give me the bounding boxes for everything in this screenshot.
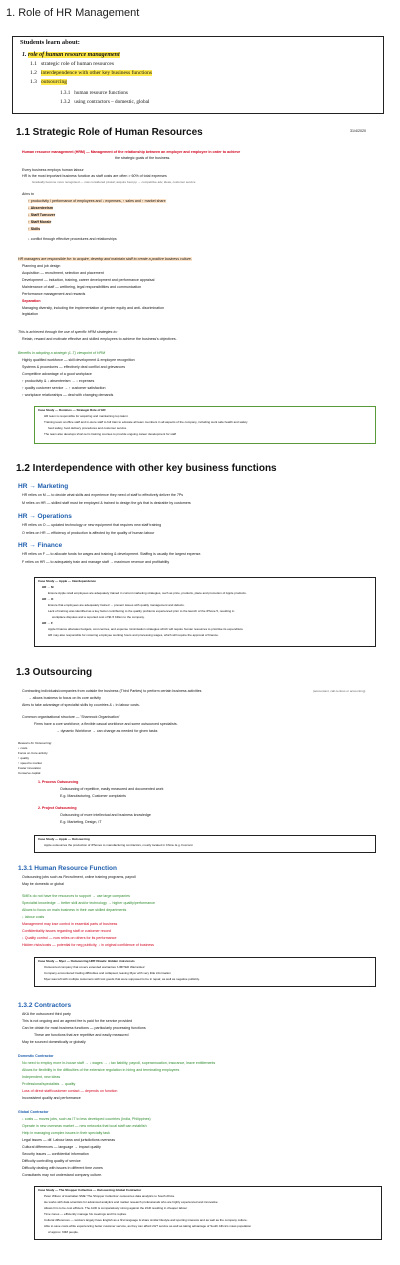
domestic-disadvantage: Loss of direct staff/customer contact — depends on function <box>22 1089 118 1093</box>
section-heading-1-3-1: 1.3.1 Human Resource Function <box>18 865 117 872</box>
sub-bullet: Gradually become more recognised — now considered pivotal; acquire best pp → competitive adv, ideas, customer service <box>32 180 196 184</box>
case-study-line: Lack of training was identified as a key factor contributing to the quality problems experienced prior to the launch of the iPhone 5, resulting in <box>48 609 235 613</box>
reason-item: Conserve capital <box>18 771 41 775</box>
case-study-line: Ensure Apple retail employees are adequately trained in current marketing strategies, such as price, products, place and promotion of Apple products. <box>48 591 247 595</box>
process-line: E.g. Manufacturing, Customer complaints <box>60 794 126 798</box>
contractor-line: AKA the outsourced third party <box>22 1012 71 1016</box>
syllabus-heading: Students learn about: <box>20 39 80 46</box>
aim-turnover: ↓ Staff Turnover <box>28 213 56 217</box>
case-study-line: Apple outsources the production of iPhones to manufacturing contractors, mostly located in China. E.g. Foxconn <box>44 843 193 847</box>
reason-item: ↓ costs <box>18 746 28 750</box>
global-advantage: Help in managing complex issues in their specialty task <box>22 1131 110 1135</box>
global-contractor-heading: Global Contractor <box>18 1110 49 1114</box>
case-study-line: Cultural differences — workers largely have English as a first language & share similar lifestyle and sporting interests and as well as the company culture. <box>44 1218 248 1222</box>
shamrock-sub: Firms have a core workforce, a flexible casual workforce and some outsourced specialists. <box>34 722 178 726</box>
resp-item: Development — induction, training, career development and performance appraisal <box>22 278 155 282</box>
contractor-line: Can be obtain for most business functions — particularly processing functions <box>22 1026 146 1030</box>
global-disadvantage: Consultants may not understand company culture. <box>22 1173 103 1177</box>
case-study-line: Time zones — efficiently manage his meetings and his replies. <box>44 1212 127 1216</box>
benefit-item: Systems & procedures — effectively deal conflict and grievances <box>22 365 126 369</box>
project-outsourcing: 2. Project Outsourcing <box>38 806 77 810</box>
resp-item: Managing diversity, including the implementation of gender equity and anti- discrimination <box>22 306 164 310</box>
resp-item: Separation <box>22 299 41 303</box>
resp-item: Performance management and rewards <box>22 292 86 296</box>
syllabus-item-role: role of human resource management <box>28 52 120 58</box>
syllabus-num: 1.3 <box>30 79 37 85</box>
group-line: F relies on HR — to adequately train and manage staff → maximum revenue and profitability <box>22 560 170 564</box>
hrf-disadvantage: ↓ Quality control — now relies on others for its performance <box>22 936 117 940</box>
aim-item <box>28 200 166 204</box>
syllabus-num: 1.1 <box>30 61 37 67</box>
group-title: HR → Marketing <box>18 483 69 490</box>
bullet: Every business employs human labour <box>22 168 84 172</box>
outsourcing-line: Aims to take advantage of specialist skills by countries & ↓ in labour costs. <box>22 703 140 707</box>
bullet: HR is the most important business function as staff costs are often > 60% of total expenses <box>22 174 167 178</box>
retain-reward: Retain, reward and motivate effective and skilled employees to achieve the business's objectives. <box>22 337 177 341</box>
resp-item: Planning and job design <box>22 264 61 268</box>
date-label: 31/4/2020 <box>350 129 366 133</box>
global-disadvantage: Security issues — confidential information <box>22 1152 89 1156</box>
hrf-advantage: Specialist knowledge → better skill and/or technology → higher quality/performance <box>22 901 156 905</box>
aim-skills: ↑ Skills <box>28 227 41 231</box>
hrf-disadvantage: Confidentiality issues regarding staff or customer record <box>22 929 111 933</box>
benefit-item: Competitive advantage of a good workplace <box>22 372 92 376</box>
shamrock-sub: → dynamic Workforce → can change as needed for given tasks <box>56 729 158 733</box>
reason-item: ↑ quality <box>18 756 30 760</box>
hrf-advantage: Allows to focus on main business in their own skilled departments <box>22 908 127 912</box>
domestic-advantage: Professional/specialists → quality <box>22 1082 76 1086</box>
syllabus-item-outsourcing: outsourcing <box>41 79 67 85</box>
case-study-line: Allows him to be cost efficient. The AUD is comparatively strong against the ZAR resulting in cheaper labour <box>44 1206 188 1210</box>
hrf-advantage: SMEs do not have the resources to support → use large companies <box>22 894 130 898</box>
case-study-line: He works with data scientists for advanced analytics and market research professionals who are highly experienced and innovative. <box>44 1200 219 1204</box>
section-heading-1-1: 1.1 Strategic Role of Human Resources <box>16 127 203 138</box>
case-study-line: Company encountered trading difficulties and collapsed, leaving Myer with very little information <box>44 971 171 975</box>
case-study-line: Ensure that employees are adequately trained → prevent issues with quality management and defects. <box>48 603 185 607</box>
outsourcing-note: (accountant, call centres or accounting) <box>313 689 366 693</box>
case-study-title: Case Study — Apple — Outsourcing <box>38 837 90 841</box>
aim-productivity: ↑ productivity / performance of employees and ↓ expenses, ↑ sales and ↑ market share <box>28 199 166 203</box>
case-study-title: Case Study — Myer — Outsourcing HRF Dixads: Hidden risks/costs <box>38 959 135 963</box>
aims-label: Aims to <box>22 192 34 196</box>
benefits-heading: Benefits in adopting a strategic (L-T) viewpoint of HRM <box>18 351 106 355</box>
process-outsourcing: 1. Process Outsourcing <box>38 780 79 784</box>
hrf-advantage: ↓ labour costs <box>22 915 45 919</box>
case-study-line: HR team is responsible for acquiring and maintaining top talent <box>44 414 128 418</box>
case-study-line: HR → O <box>42 597 54 601</box>
reason-item: Focus on Core activity <box>18 751 48 755</box>
global-advantage: Operate in new overseas market — new networks that local staff can establish <box>22 1124 147 1128</box>
group-line: O relies on HR — efficiency of production is affected by the quality of human labour <box>22 531 155 535</box>
section-heading-1-3-2: 1.3.2 Contractors <box>18 1002 72 1009</box>
case-study-line: Apple Finance allocates budgets, cost centres, and expense minimisation strategies which will require human resources to prioritise its expenditure <box>48 627 243 631</box>
syllabus-item-interdependence: interdependence with other key business functions <box>41 70 153 76</box>
syllabus-num: 1.2 <box>30 70 37 76</box>
benefit-item: ↑ quality customer service → ↑ customer satisfaction <box>22 386 106 390</box>
syllabus-num: 1.3.2 <box>60 99 71 105</box>
case-study-line: Myer was left with multiple customers with lost goods that were supposed to be in repair, as well as negative publicity. <box>44 977 200 981</box>
aim-morale: ↑ Staff Morale <box>28 220 52 224</box>
global-disadvantage: Cultural differences — language → impact quality <box>22 1145 101 1149</box>
syllabus-item-contractors: using contractors – domestic, global <box>74 99 150 105</box>
case-study-line: HR → M <box>42 585 54 589</box>
hrf-line: May be domestic or global <box>22 882 64 886</box>
hrf-line: Outsourcing jobs such as Recruitment, online training programs, payroll <box>22 875 136 879</box>
case-study-title: Case Study — The Shopper Collective — Outsourcing Global Contractor <box>38 1188 142 1192</box>
syllabus-num: 1. <box>22 52 27 58</box>
outsourcing-def: Contracting individuals/companies from outside the business (Third Parties) to perform certain business activities <box>22 689 202 693</box>
benefit-item: ↑ productivity & ↓ absenteeism → ↓ expenses <box>22 379 95 383</box>
domestic-advantage: No need to employ more in-house staff → ↓ wages → ↓ tax liability, payroll, superannuation, insurance, leave entitlements <box>22 1061 216 1065</box>
shamrock-line: Common organisational structure — 'Shamrock Organisation' <box>22 715 120 719</box>
domestic-disadvantage: Inconsistent quality and performance <box>22 1096 81 1100</box>
case-study-line: HR may also responsible for rostering employee working hours and processing wages, which will require the approval of finance. <box>48 633 219 637</box>
global-disadvantage: Difficulty dealing with issues in different time zones <box>22 1166 103 1170</box>
case-study-line: of approx. 60M people. <box>48 1230 79 1234</box>
case-study-title: Case Study — Dominos — Strategic Role of HR <box>38 408 106 412</box>
group-line: HR relies on M — to decide what skills and experience they need of staff to effectively deliver the 7Ps <box>22 493 184 497</box>
hrf-disadvantage: Hidden risks/costs — potential for neg publicity, ↓ in original confidence of business <box>22 943 154 947</box>
reasons-label: Reasons for Outsourcing: <box>18 741 53 745</box>
contractor-line: This is not ongoing and an agreed fee is paid for the service provided <box>22 1019 133 1023</box>
syllabus-item-strategic: strategic role of human resources <box>41 61 114 67</box>
domestic-advantage: Allows for flexibility in the difficulties of the extensive regulation in hiring and terminating employees <box>22 1068 180 1072</box>
reason-item: ↑ speed to market <box>18 761 42 765</box>
case-study-line: Peter Wilson of Australian SME 'The Shopper Collective' outsources data analytics to South Africa. <box>44 1194 175 1198</box>
domestic-contractor-heading: Domestic Contractor <box>18 1054 54 1058</box>
reason-item: Foster innovation <box>18 766 42 770</box>
group-title: HR → Finance <box>18 542 63 549</box>
group-line: HR relies on F — to allocate funds for wages and training & development. Staffing is usually the largest expense. <box>22 552 202 556</box>
benefit-item: Highly qualified workforce — skill development & employee recognition <box>22 358 135 362</box>
case-study-line: Outsourced company that covers extended warranties 'LIMITED Warranties' <box>44 965 145 969</box>
contractor-line: These are functions that are repetitive and easily measured <box>34 1033 129 1037</box>
group-title: HR → Operations <box>18 513 72 520</box>
achieved-through: This is achieved through the use of specific HRM strategies to: <box>18 330 118 334</box>
case-study-line: Able to save costs while experiencing better customer service, as they can afford 24/7 service as well as taking advantage of South Africa's mass population <box>44 1224 252 1228</box>
domestic-advantage: Independent, new ideas <box>22 1075 61 1079</box>
process-line: Outsourcing of repetitive, easily measured and documented work <box>60 787 164 791</box>
aim-absenteeism: ↓ Absenteeism <box>28 206 54 210</box>
syllabus-item-hr-functions: human resource functions <box>74 90 128 96</box>
group-line: M relies on HR — skilled staff must be employed & trained to design the g/s that is desirable by customers <box>22 501 191 505</box>
section-heading-1-2: 1.2 Interdependence with other key business functions <box>16 463 277 474</box>
case-study-line: The team also develops short-term training courses to provide ongoing career development for staff <box>44 432 177 436</box>
contractor-line: May be sourced domestically or globally <box>22 1040 86 1044</box>
case-study-line: Training team at office staff and in-store staff to full train to educate all team members in all aspects of the company, including work safe health and safety <box>44 420 248 424</box>
benefit-item: ↑ workplace relationships — deal with changing demands <box>22 393 114 397</box>
resp-item-cont: legislation <box>22 312 38 316</box>
hrm-definition-cont: the strategic goals of the business. <box>115 156 171 160</box>
global-advantage: ↓ costs — moves jobs, such as IT to less developed countries (India, Philippines) <box>22 1117 151 1121</box>
resp-item: Maintenance of staff — wellbeing, legal responsibilities and communication <box>22 285 142 289</box>
project-line: Outsourcing of more intellectual and business knowledge <box>60 813 151 817</box>
section-heading-1-3: 1.3 Outsourcing <box>16 667 93 678</box>
hrf-disadvantage: Management may lose control in essential parts of business <box>22 922 118 926</box>
syllabus-num: 1.3.1 <box>60 90 71 96</box>
case-study-title: Case Study — Apple — Interdependence <box>38 579 96 583</box>
hrm-definition: Human resource management (HRM) — Management of the relationship between an employer and employee in order to achieve <box>22 150 241 154</box>
case-study-line: food safety, food delivery procedures and customer service <box>48 426 127 430</box>
resp-item: Acquisition — recruitment, selection and placement <box>22 271 104 275</box>
global-disadvantage: Legal issues — dif. Labour laws and jurisdictions overseas <box>22 1138 116 1142</box>
project-line: E.g. Marketing, Design, IT <box>60 820 102 824</box>
group-line: HR relies on O — updated technology or new equipment that requires new staff training <box>22 523 162 527</box>
outsourcing-line: → allows business to focus on its core activity <box>28 696 101 700</box>
document-title: 1. Role of HR Management <box>6 7 140 19</box>
aim-conflict: ↓ conflict through effective procedures and relationships <box>28 237 117 241</box>
case-study-line: HR → F <box>42 621 53 625</box>
hr-responsibilities: HR managers are responsible for: to acquire, develop and maintain staff to create a positive business culture. <box>18 257 192 261</box>
global-disadvantage: Difficulty controlling quality of service <box>22 1159 81 1163</box>
case-study-line: workplace disputes and a reported cost of $1.5 billion to the company. <box>52 615 145 619</box>
